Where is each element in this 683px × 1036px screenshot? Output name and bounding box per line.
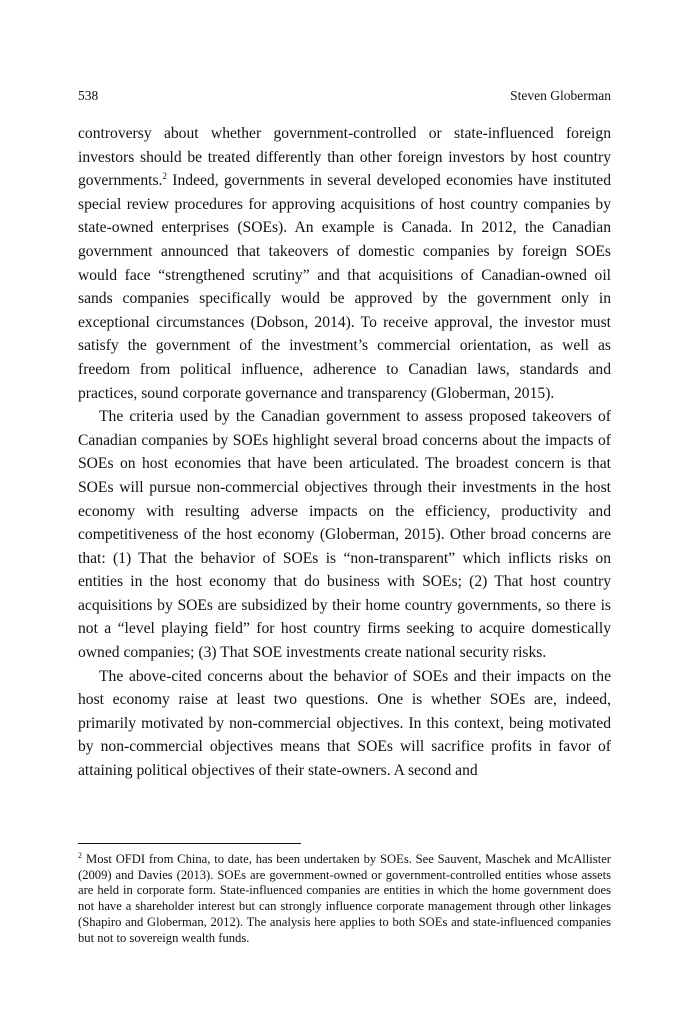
paragraph (78, 122, 611, 405)
footnote (78, 852, 611, 946)
running-header (78, 87, 611, 105)
paragraph: The criteria used by the Canadian government to assess proposed takeovers of Canadian companies by SOEs highlight several broad concerns about the impacts of SOEs on host economies that have been articulated. The broadest concern is that SOEs will pursue non-commercial objectives through their investments in the host economy with resulting adverse impacts on the efficiency, productivity and competitiveness of the host economy (Globerman, 2015). Other broad concerns are that: (1) That the behavior of SOEs is “non-transparent” which inflicts risks on entities in the host economy that do business with SOEs; (2) That host country acquisitions by SOEs are subsidized by their home country governments, so there is not a “level playing field” for host country firms seeking to acquire domestically owned companies; (3) That SOE investments create national security risks. (78, 408, 611, 662)
footnote-number: 2 (78, 851, 82, 860)
footnote-reference[interactable]: 2 (162, 171, 167, 182)
paragraph-text: controversy about whether government-controlled or state-influenced foreign investors should be treated differently than other foreign investors by host country governments. (78, 125, 611, 190)
footnote-divider (78, 843, 301, 844)
page-number: 538 (78, 88, 99, 103)
running-head-author: Steven Globerman (510, 88, 611, 103)
paragraph: The above-cited concerns about the behavior of SOEs and their impacts on the host economy raise at least two questions. One is whether SOEs are, indeed, primarily motivated by non-commercial objectives. In this context, being motivated by non-commercial objectives means that SOEs will sacrifice profits in favor of attaining political objectives of their state-owners. A second and (78, 667, 611, 780)
paragraph-text: Indeed, governments in several developed economies have instituted special review procedures for approving acquisitions of host country companies by state-owned enterprises (SOEs). An example is Canada. In 2012, the Canadian government announced that takeovers of domestic companies by foreign SOEs would face “strengthened scrutiny” and that acquisitions of Canadian-owned oil sands companies specifically would be approved by the government only in exceptional circumstances (Dobson, 2014). To receive approval, the investor must satisfy the government of the investment’s commercial orientation, as well as freedom from political influence, adherence to Canadian laws, standards and practices, sound corporate governance and transparency (Globerman, 2015). (78, 172, 611, 402)
footnote-text: Most OFDI from China, to date, has been undertaken by SOEs. See Sauvent, Maschek and McAllister (2009) and Davies (2013). SOEs are government-owned or government-controlled entities whose assets are held in corporate form. State-influenced companies are entities in which the home government does not have a shareholder interest but can strongly influence corporate management through other linkages (Shapiro and Globerman, 2012). The analysis here applies to both SOEs and state-influenced companies but not to sovereign wealth funds. (78, 852, 611, 945)
body-text (78, 122, 611, 783)
